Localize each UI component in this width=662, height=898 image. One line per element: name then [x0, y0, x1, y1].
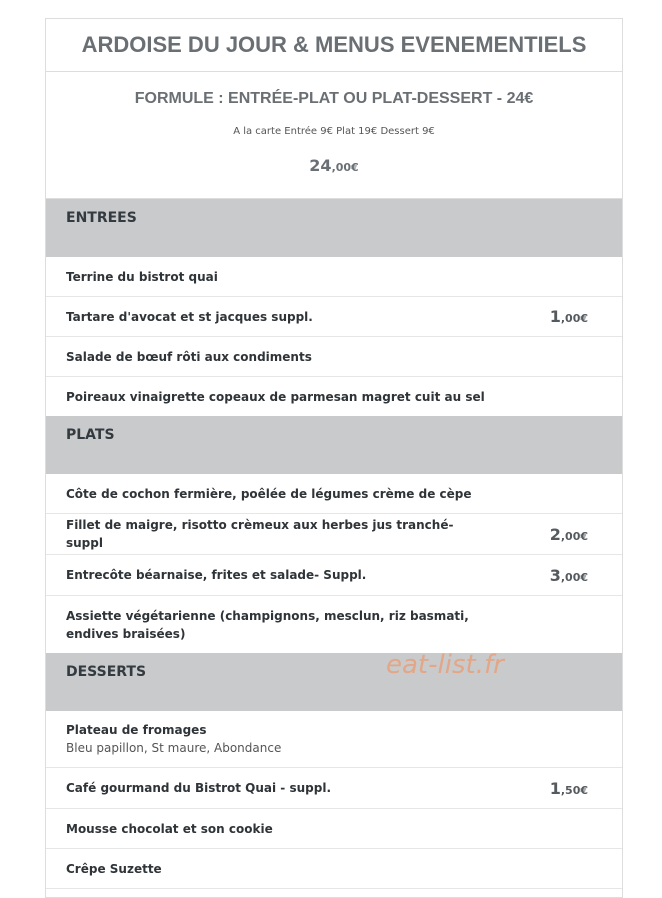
formule-price	[46, 156, 622, 175]
menu-card	[45, 18, 623, 898]
item-price-cents: ,00€	[560, 529, 588, 543]
item-name: Entrecôte béarnaise, frites et salade- Suppl.	[66, 568, 367, 582]
item-name: Crêpe Suzette	[66, 861, 162, 876]
item-price-cents: ,00€	[560, 312, 588, 325]
formule-title: FORMULE : ENTRÉE-PLAT OU PLAT-DESSERT - 24€	[134, 90, 534, 107]
section-header-desserts	[46, 653, 622, 711]
formule-description: A la carte Entrée 9€ Plat 19€ Dessert 9€	[233, 126, 435, 137]
section-label: PLATS	[66, 427, 115, 443]
item-name-block	[66, 721, 281, 757]
item-name: Salade de bœuf rôti aux condiments	[66, 349, 312, 364]
menu-item	[46, 377, 622, 416]
item-name: Côte de cochon fermière, poêlée de légumes crème de cèpe	[66, 486, 472, 501]
menu-item	[46, 297, 622, 337]
menu-item	[46, 768, 622, 809]
page-title: ARDOISE DU JOUR & MENUS EVENEMENTIELS	[81, 32, 587, 57]
item-price	[550, 779, 588, 798]
menu-item	[46, 809, 622, 849]
menu-item	[46, 257, 622, 297]
section-label: ENTREES	[66, 210, 137, 226]
watermark: eat-list.fr	[386, 650, 504, 680]
item-name: Plateau de fromages	[66, 723, 207, 737]
item-price-main: 1	[549, 307, 561, 326]
item-name: Assiette végétarienne (champignons, mesclun, riz basmati, endives braisées)	[66, 608, 469, 641]
item-price	[550, 525, 588, 544]
item-price	[550, 566, 588, 585]
menu-item	[46, 711, 622, 768]
section-header-plats	[46, 416, 622, 474]
item-name: Tartare d'avocat et st jacques suppl.	[66, 309, 313, 324]
item-price-main: 3	[549, 565, 561, 585]
menu-item	[46, 555, 622, 596]
title-row	[46, 19, 622, 72]
item-name: Café gourmand du Bistrot Quai - suppl.	[66, 781, 332, 795]
item-price-cents: ,00€	[560, 570, 588, 584]
section-label: DESSERTS	[66, 664, 147, 680]
menu-item	[46, 337, 622, 377]
item-price-main: 2	[549, 524, 561, 544]
item-price-main: 1	[549, 778, 561, 798]
menu-item	[46, 849, 622, 889]
item-name: Terrine du bistrot quai	[66, 269, 218, 284]
menu-item	[46, 474, 622, 514]
menu-item	[46, 596, 622, 653]
item-description: Bleu papillon, St maure, Abondance	[66, 741, 282, 755]
menu-item	[46, 514, 622, 555]
item-price-cents: ,50€	[560, 783, 588, 797]
formule-price-cents: ,00€	[331, 161, 359, 174]
section-header-entrees	[46, 199, 622, 257]
item-name: Poireaux vinaigrette copeaux de parmesan magret cuit au sel	[66, 389, 485, 404]
item-name: Mousse chocolat et son cookie	[66, 821, 273, 836]
item-price	[550, 307, 588, 326]
formule-block	[46, 72, 622, 199]
item-name: Fillet de maigre, risotto crèmeux aux herbes jus tranché-suppl	[66, 518, 454, 550]
formule-price-main: 24	[309, 156, 332, 175]
